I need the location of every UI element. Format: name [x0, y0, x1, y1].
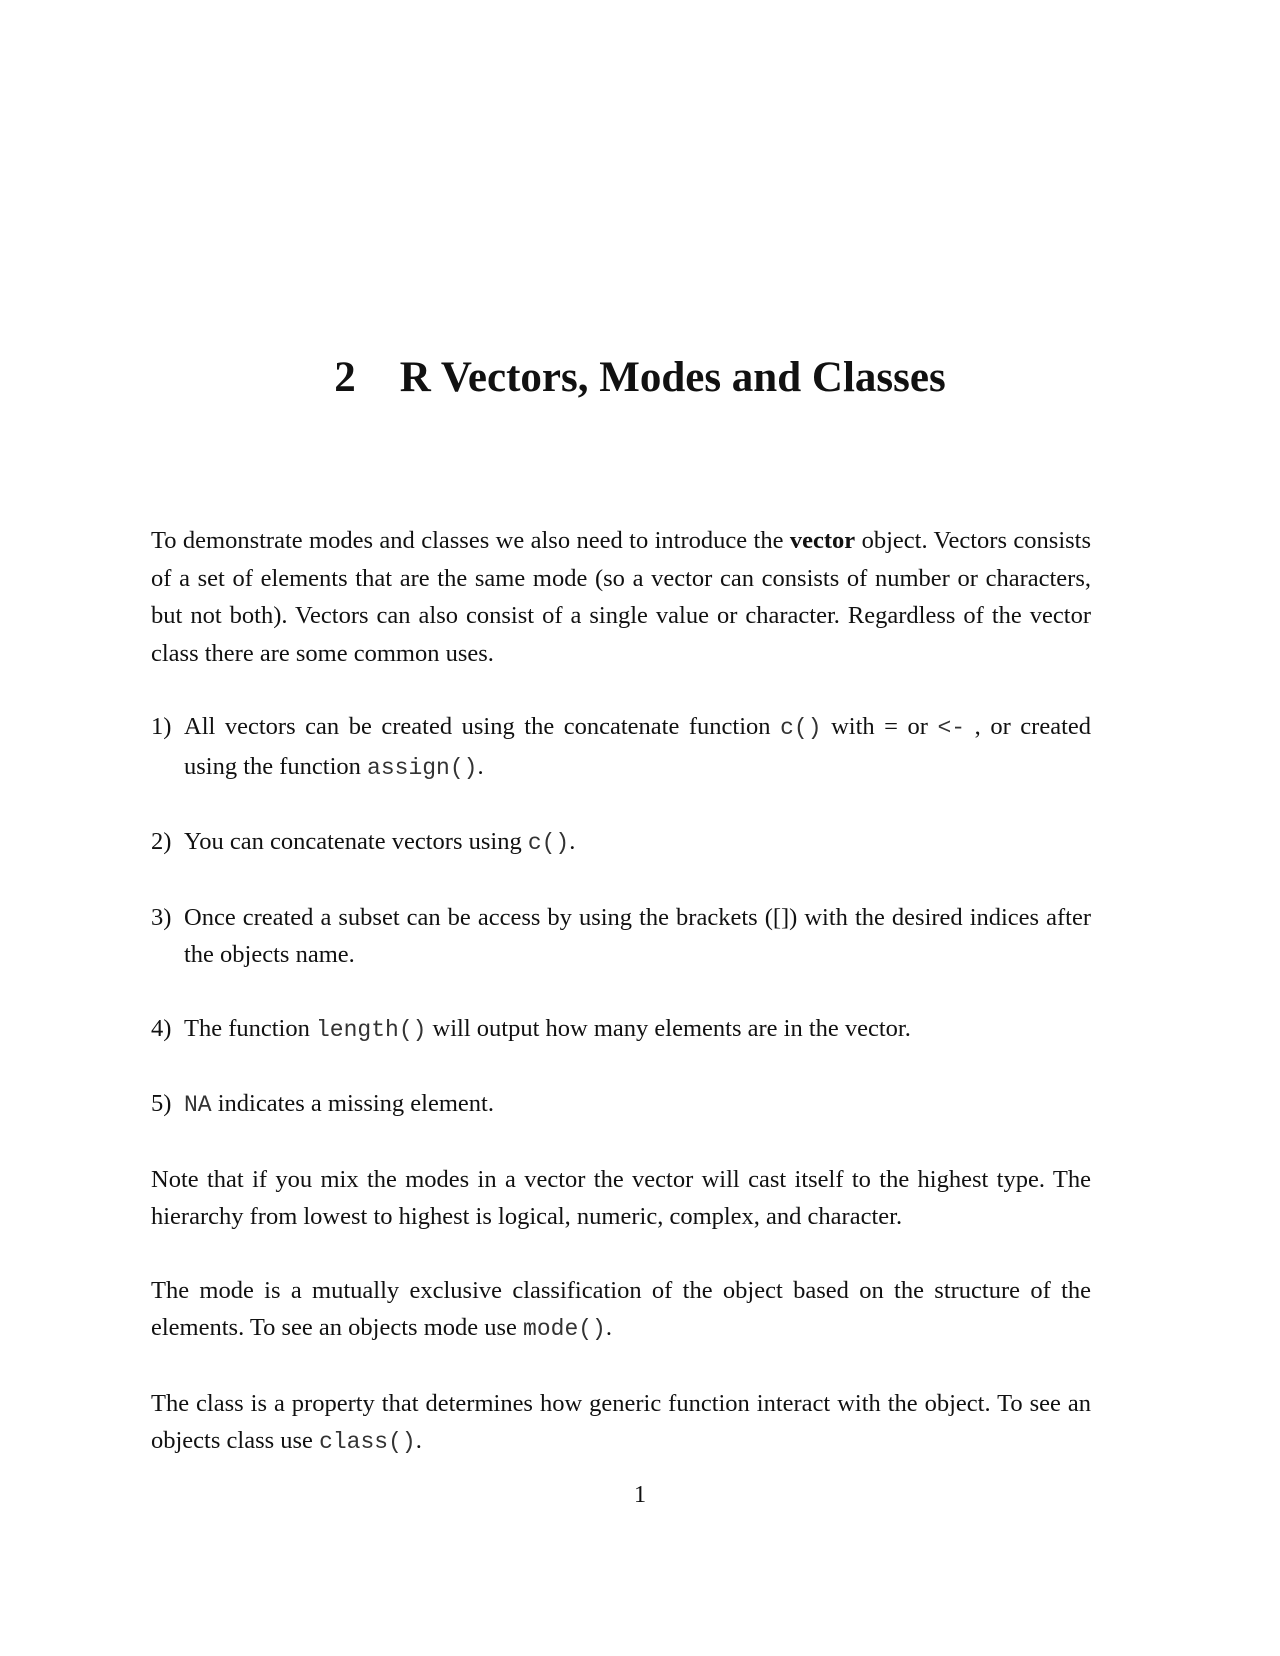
list-item-5 — [151, 1085, 1091, 1125]
item-text: indicates a missing element. — [211, 1090, 494, 1117]
section-title: R Vectors, Modes and Classes — [399, 354, 946, 401]
list-item-1 — [151, 708, 1091, 787]
list-marker: 1) — [151, 713, 172, 740]
code-assign-function: assign() — [367, 754, 478, 781]
class-end: . — [415, 1427, 422, 1454]
section-number: 2 — [334, 354, 356, 401]
item-text: All vectors can be created using the concatenate function — [184, 713, 781, 740]
intro-text-end: object. Vectors consists of a set of elements that are the same mode (so a vector can consists of number or characters, but not both). Vectors can also consist of a single value or character. Regardless of the vector class there are some common uses. — [151, 527, 1091, 667]
mode-text: The mode is a mutually exclusive classification of the object based on the structure of the elements. To see an objects mode use — [151, 1276, 1091, 1341]
section-heading — [0, 352, 1280, 404]
list-item-4 — [151, 1010, 1091, 1050]
class-paragraph — [151, 1385, 1091, 1462]
intro-paragraph — [151, 522, 1091, 672]
mode-end: . — [605, 1314, 612, 1341]
code-na: NA — [184, 1092, 212, 1118]
item-text: . — [477, 752, 484, 780]
page-number: 1 — [633, 1481, 647, 1508]
code-assign-operator: <- — [937, 715, 966, 741]
item-text: , or created using the function — [184, 713, 1091, 780]
list-marker: 3) — [151, 903, 172, 931]
item-text: Once created a subset can be access by using the brackets ([]) with the desired indices after the objects name. — [184, 903, 1091, 968]
code-length-function: length() — [316, 1016, 427, 1043]
list-marker: 4) — [151, 1014, 172, 1042]
list-item-2 — [151, 823, 1091, 863]
list-item-3 — [151, 899, 1091, 974]
list-marker: 2) — [151, 828, 172, 855]
item-text: will output how many elements are in the vector. — [426, 1014, 911, 1042]
intro-text-start: To demonstrate modes and classes we also need to introduce the — [151, 527, 790, 554]
uses-list — [151, 708, 1091, 1125]
mode-paragraph — [151, 1272, 1091, 1349]
class-text: The class is a property that determines how generic function interact with the object. To see an objects class use — [151, 1389, 1091, 1454]
item-text: with = or — [821, 713, 938, 740]
note-paragraph: Note that if you mix the modes in a vector the vector will cast itself to the highest type. The hierarchy from lowest to highest is logical, numeric, complex, and character. — [151, 1165, 1091, 1230]
body-text — [151, 522, 1091, 1498]
item-text: . — [569, 828, 576, 855]
code-mode-function: mode() — [523, 1316, 606, 1342]
code-class-function: class() — [319, 1429, 416, 1455]
list-marker: 5) — [151, 1090, 172, 1117]
vector-term: vector — [789, 527, 856, 554]
item-text: You can concatenate vectors using — [184, 828, 528, 855]
code-c-function: c() — [527, 830, 570, 856]
item-text: The function — [184, 1014, 316, 1042]
code-c-function: c() — [780, 715, 822, 741]
